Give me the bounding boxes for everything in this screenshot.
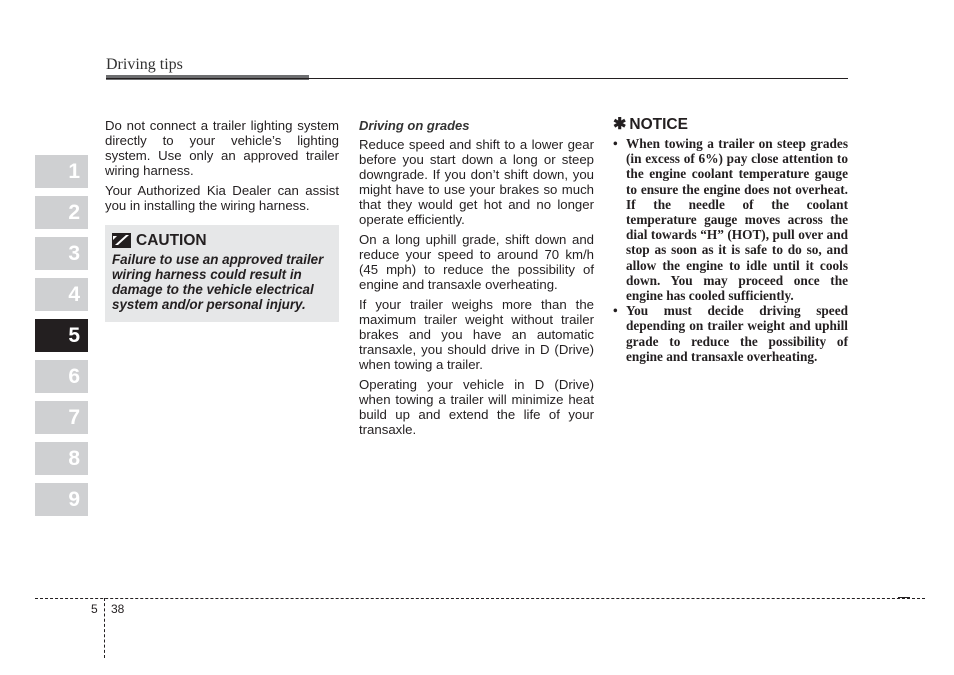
footer-rule-end bbox=[898, 597, 910, 598]
footer-section-number: 5 bbox=[91, 602, 98, 616]
column-left bbox=[105, 118, 339, 322]
notice-item-coolant: • When towing a trailer on steep grades (in excess of 6%) pay close attention to the engine coolant temperature gauge to ensure the engine does not overheat. If the needle of the coolant temperature gauge moves across the dial towards “H” (HOT), pull over and stop as soon as it is safe to do so, and allow the engine to idle until it cools down. You may proceed once the engine has cooled sufficiently. bbox=[613, 136, 848, 303]
paragraph-uphill-grade: On a long uphill grade, shift down and reduce your speed to around 70 km/h (45 mph) to reduce the possibility of engine and transaxle overheating. bbox=[359, 232, 594, 292]
caution-heading bbox=[112, 233, 332, 248]
footer-dashed-rule bbox=[35, 598, 925, 599]
chapter-tabs bbox=[35, 155, 88, 524]
footer-page-number: 38 bbox=[111, 602, 125, 616]
caution-text: Failure to use an approved trailer wiring harness could result in damage to the vehicle electrical system and/or personal injury. bbox=[112, 252, 324, 312]
notice-list bbox=[613, 136, 848, 364]
column-middle bbox=[359, 118, 594, 442]
caution-title: CAUTION bbox=[136, 232, 207, 249]
notice-title: NOTICE bbox=[629, 116, 688, 133]
chapter-tab-7[interactable]: 7 bbox=[35, 401, 88, 434]
paragraph-drive-mode: Operating your vehicle in D (Drive) when towing a trailer will minimize heat build up and extend the life of your transaxle. bbox=[359, 377, 594, 437]
header-rule bbox=[106, 78, 848, 79]
chapter-tab-1[interactable]: 1 bbox=[35, 155, 88, 188]
page-header-title: Driving tips bbox=[106, 56, 183, 73]
chapter-tab-3[interactable]: 3 bbox=[35, 237, 88, 270]
chapter-tab-6[interactable]: 6 bbox=[35, 360, 88, 393]
notice-star-icon: ✱ bbox=[613, 116, 627, 133]
caution-box bbox=[105, 225, 339, 322]
footer-vertical-rule bbox=[104, 598, 105, 658]
chapter-tab-4[interactable]: 4 bbox=[35, 278, 88, 311]
chapter-tab-9[interactable]: 9 bbox=[35, 483, 88, 516]
paragraph-trailer-weight: If your trailer weighs more than the maximum trailer weight without trailer brakes and you have an automatic transaxle, you should drive in D (Drive) when towing a trailer. bbox=[359, 297, 594, 372]
caution-icon bbox=[112, 233, 131, 248]
paragraph-dealer-assist: Your Authorized Kia Dealer can assist you in installing the wiring harness. bbox=[105, 183, 339, 213]
notice-item-speed: • You must decide driving speed depending on trailer weight and uphill grade to reduce the possibility of engine and transaxle overheating. bbox=[613, 303, 848, 364]
paragraph-trailer-lighting: Do not connect a trailer lighting system directly to your vehicle’s lighting system. Use only an approved trailer wiring harness. bbox=[105, 118, 339, 178]
chapter-tab-8[interactable]: 8 bbox=[35, 442, 88, 475]
subhead-driving-on-grades: Driving on grades bbox=[359, 118, 470, 133]
column-right bbox=[613, 117, 848, 364]
chapter-tab-2[interactable]: 2 bbox=[35, 196, 88, 229]
paragraph-reduce-speed: Reduce speed and shift to a lower gear before you start down a long or steep downgrade. If you don’t shift down, you might have to use your brakes so much that they would get hot and no longer operate efficiently. bbox=[359, 137, 594, 227]
notice-heading bbox=[613, 117, 848, 132]
chapter-tab-5-active[interactable]: 5 bbox=[35, 319, 88, 352]
